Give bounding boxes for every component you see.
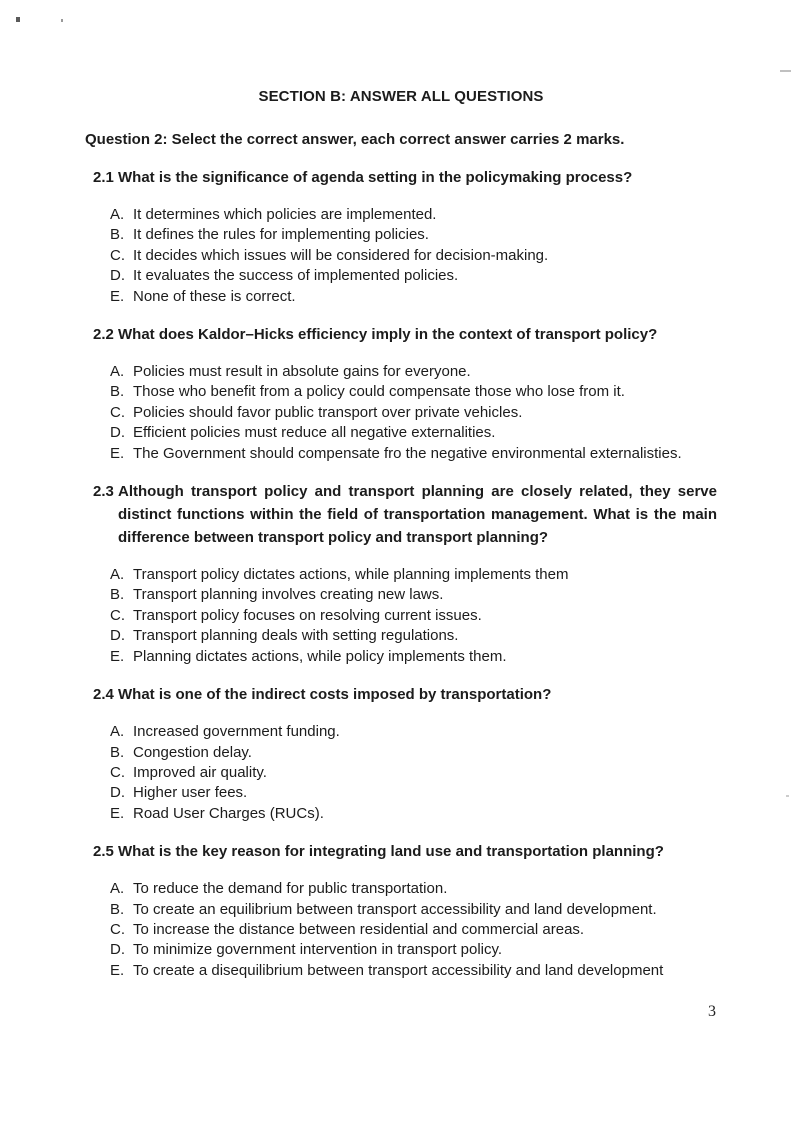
option-row [85, 266, 717, 286]
scan-artifact [16, 17, 20, 22]
option-letter: B. [110, 383, 125, 401]
option-letter: E. [110, 287, 125, 305]
question-instruction: Question 2: Select the correct answer, each correct answer carries 2 marks. [85, 131, 625, 148]
question-heading [85, 840, 717, 863]
option-row [85, 626, 717, 646]
options-list [85, 879, 717, 981]
option-row [85, 722, 717, 742]
option-text: To create a disequilibrium between transport accessibility and land development [133, 961, 664, 979]
option-row [85, 382, 717, 402]
option-letter: A. [110, 206, 125, 223]
question-2-4 [85, 683, 717, 824]
option-row [85, 961, 717, 981]
option-row [85, 647, 717, 667]
question-text: What is the significance of agenda setting in the policymaking process? [118, 169, 633, 186]
option-letter: D. [110, 267, 125, 285]
option-letter: D. [110, 424, 125, 442]
page-number: 3 [708, 1003, 716, 1020]
option-letter: A. [110, 723, 125, 741]
question-2-5 [85, 840, 717, 981]
option-row [85, 743, 717, 763]
option-text: Transport policy focuses on resolving current issues. [133, 606, 482, 624]
scan-artifact [780, 70, 791, 72]
page-content [85, 0, 717, 981]
option-letter: A. [110, 880, 125, 898]
option-text: To minimize government intervention in transport policy. [133, 941, 503, 959]
option-text: Congestion delay. [133, 743, 252, 761]
scan-artifact [786, 795, 789, 797]
option-text: Policies should favor public transport over private vehicles. [133, 403, 523, 421]
option-text: Policies must result in absolute gains for everyone. [133, 363, 471, 381]
option-text: Transport planning involves creating new laws. [133, 586, 444, 604]
option-letter: A. [110, 566, 125, 584]
option-letter: C. [110, 606, 125, 624]
option-letter: B. [110, 226, 125, 244]
option-row [85, 565, 717, 585]
option-letter: C. [110, 920, 125, 938]
option-row [85, 246, 717, 266]
option-row [85, 920, 717, 940]
option-text: Higher user fees. [133, 784, 248, 802]
question-number: 2.1 [93, 169, 114, 186]
option-text: Those who benefit from a policy could compensate those who lose from it. [133, 383, 625, 401]
option-text: It defines the rules for implementing policies. [133, 226, 429, 244]
option-letter: E. [110, 961, 125, 979]
question-heading [85, 166, 717, 189]
option-text: Transport policy dictates actions, while planning implements them [133, 566, 569, 584]
option-letter: D. [110, 941, 125, 959]
option-letter: E. [110, 444, 125, 462]
option-letter: C. [110, 763, 125, 781]
option-letter: B. [110, 743, 125, 761]
scan-artifact [61, 19, 63, 22]
option-row [85, 783, 717, 803]
option-text: To increase the distance between residential and commercial areas. [133, 920, 585, 938]
options-list [85, 205, 717, 307]
option-text: Transport planning deals with setting regulations. [133, 627, 459, 645]
option-text: None of these is correct. [133, 287, 296, 305]
option-letter: E. [110, 804, 125, 822]
option-letter: B. [110, 586, 125, 604]
option-row [85, 804, 717, 824]
option-letter: D. [110, 784, 125, 802]
option-letter: C. [110, 403, 125, 421]
question-heading [85, 480, 717, 549]
question-text: What is the key reason for integrating land use and transportation planning? [118, 843, 664, 861]
question-number: 2.5 [93, 843, 114, 861]
option-row [85, 940, 717, 960]
option-text: Efficient policies must reduce all negative externalities. [133, 424, 496, 442]
option-text: To reduce the demand for public transportation. [133, 880, 448, 898]
question-heading [85, 683, 717, 706]
options-list [85, 722, 717, 824]
option-text: It determines which policies are implemented. [133, 206, 437, 223]
option-text: Road User Charges (RUCs). [133, 804, 324, 822]
option-row [85, 900, 717, 920]
option-text: It decides which issues will be considered for decision-making. [133, 246, 549, 264]
option-row [85, 403, 717, 423]
option-row [85, 423, 717, 443]
option-letter: B. [110, 900, 125, 918]
question-text: What does Kaldor–Hicks efficiency imply in the context of transport policy? [118, 326, 658, 344]
option-letter: E. [110, 647, 125, 665]
question-number: 2.4 [93, 686, 114, 704]
option-row [85, 606, 717, 626]
question-2-2 [85, 323, 717, 464]
option-letter: C. [110, 246, 125, 264]
option-row [85, 879, 717, 899]
option-text: To create an equilibrium between transport accessibility and land development. [133, 900, 657, 918]
question-number: 2.3 [93, 483, 114, 501]
question-heading [85, 323, 717, 346]
question-text: Although transport policy and transport planning are closely related, they serve distinct functions within the field of transportation management. What is the main difference between transport policy and transport planning? [118, 483, 717, 547]
option-row [85, 585, 717, 605]
question-2-1 [85, 166, 717, 307]
options-list [85, 362, 717, 464]
option-text: Planning dictates actions, while policy implements them. [133, 647, 507, 665]
option-row [85, 225, 717, 245]
option-letter: A. [110, 363, 125, 381]
option-row [85, 362, 717, 382]
option-text: The Government should compensate fro the negative environmental externalisties. [133, 444, 682, 462]
option-text: Increased government funding. [133, 723, 340, 741]
section-title: SECTION B: ANSWER ALL QUESTIONS [258, 88, 544, 105]
question-number: 2.2 [93, 326, 114, 344]
option-row [85, 205, 717, 225]
option-row [85, 287, 717, 307]
question-2-3 [85, 480, 717, 667]
option-row [85, 763, 717, 783]
options-list [85, 565, 717, 667]
option-row [85, 444, 717, 464]
question-text: What is one of the indirect costs imposed by transportation? [118, 686, 552, 704]
option-letter: D. [110, 627, 125, 645]
option-text: It evaluates the success of implemented policies. [133, 267, 459, 285]
option-text: Improved air quality. [133, 763, 267, 781]
